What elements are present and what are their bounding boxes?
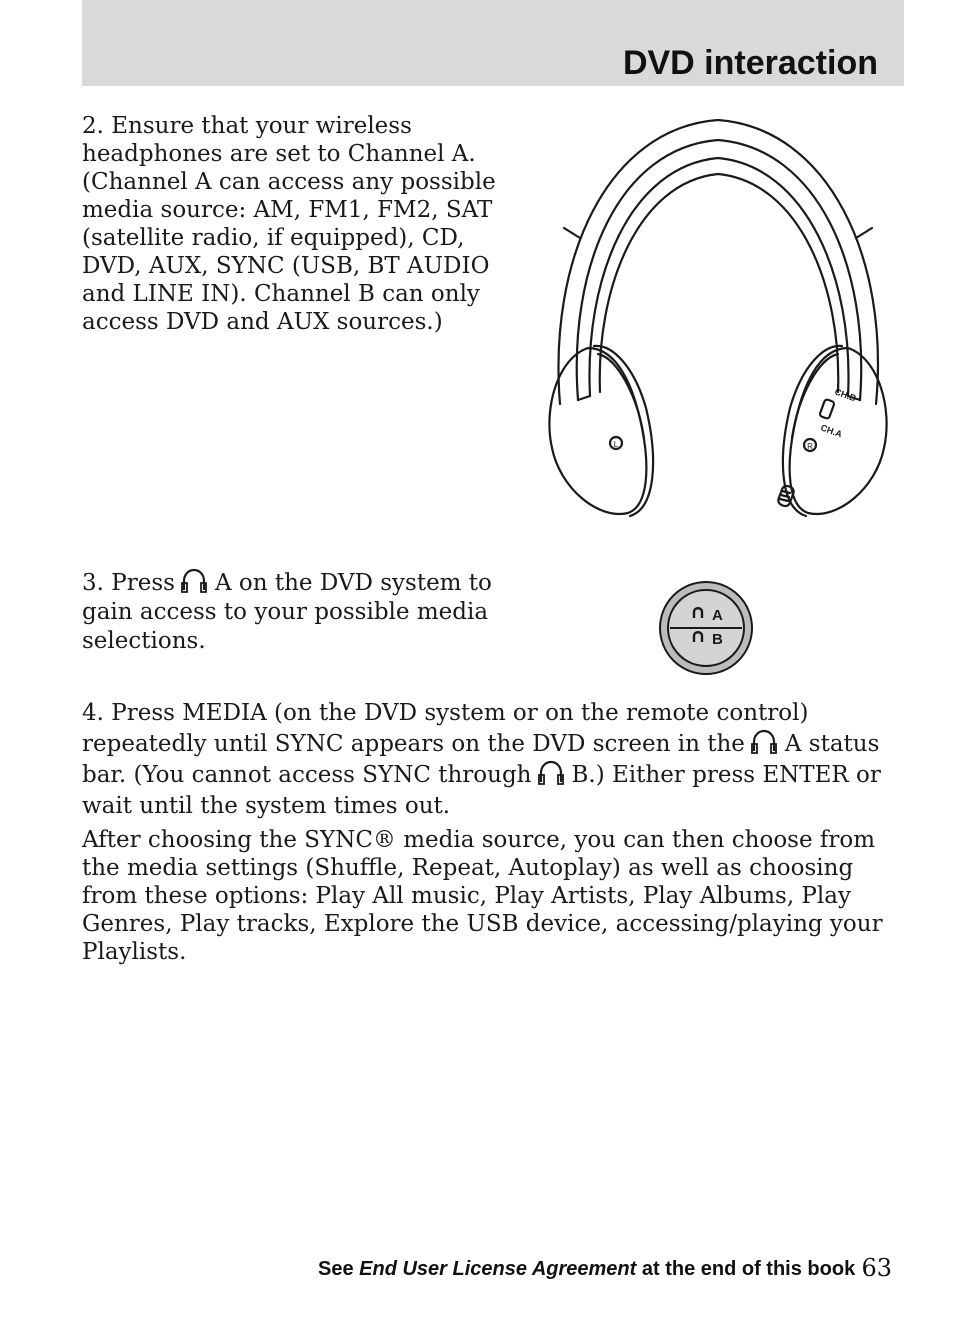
headphones-illustration (538, 108, 898, 528)
step-4-text (82, 698, 892, 822)
ab-selector-button-icon (658, 580, 754, 676)
step-3-after: A on the DVD system to gain access to your possible media selections. (82, 570, 492, 654)
footer-notice (318, 1258, 855, 1281)
step-3-before: 3. Press (82, 570, 175, 596)
page-number: 63 (861, 1254, 892, 1282)
left-ear-label: L (613, 440, 619, 449)
channel-b-label: CH.B (833, 386, 858, 404)
footer-see: See (318, 1258, 354, 1280)
ab-selector-button (658, 580, 754, 676)
headphone-icon (749, 729, 779, 755)
step-4-part3: B.) Either press ENTER or wait until the system times out. (82, 762, 881, 819)
headphones-icon (538, 108, 898, 528)
channel-a-label: CH.A (819, 422, 844, 440)
step-3-text (82, 568, 512, 656)
button-a-label: A (712, 607, 723, 624)
section-title: DVD interaction (622, 44, 878, 82)
button-b-label: B (712, 631, 723, 648)
step-2-text: 2. Ensure that your wireless headphones are set to Channel A. (Channel A can access any possible media source: AM, FM1, FM2, SAT (satellite radio, if equipped), CD, DVD, AUX, SYNC (USB, BT AUDIO and LINE IN). Channel B can only access DVD and AUX sources.) (82, 113, 496, 335)
headphone-icon (536, 760, 566, 786)
headphone-icon (179, 568, 209, 594)
step-4-part1: 4. Press MEDIA (on the DVD system or on the remote control) repeatedly until SYNC appears on the DVD screen in the (82, 700, 809, 757)
after-choosing-text: After choosing the SYNC® media source, you can then choose from the media settings (Shuffle, Repeat, Autoplay) as well as choosing from these options: Play All music, Play Artists, Play Albums, Play Genres, Play tracks, Explore the USB device, accessing/playing your Playlists. (82, 827, 883, 965)
right-ear-label: R (807, 442, 813, 451)
footer-rest: at the end of this book (641, 1258, 856, 1280)
step-4-part2: A status bar. (You cannot access SYNC through (82, 731, 880, 788)
footer-agreement: End User License Agreement (359, 1258, 637, 1280)
